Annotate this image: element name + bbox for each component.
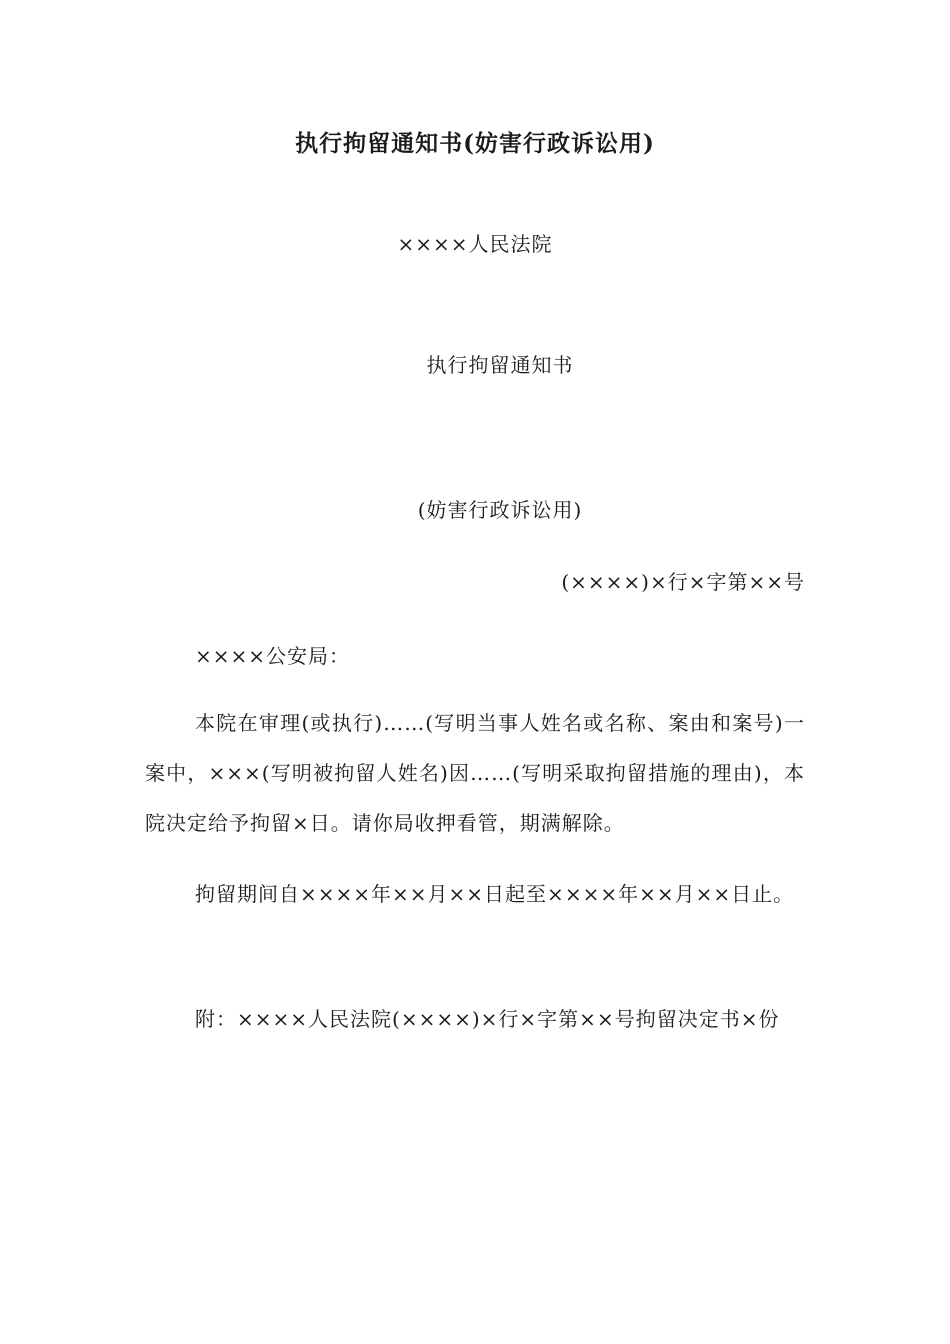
- case-number: (××××)×行×字第××号: [561, 570, 805, 594]
- body-paragraph-detention-period: 拘留期间自××××年××月××日起至××××年××月××日止。: [195, 882, 795, 906]
- document-usage-note: (妨害行政诉讼用): [417, 498, 583, 522]
- body-paragraph-detention-decision: 本院在审理(或执行)……(写明当事人姓名或名称、案由和案号)一案中，×××(写明被拘留人姓名)因……(写明采取拘留措施的理由)，本院决定给予拘留×日。请你局收押看管，期满解除。: [145, 711, 805, 835]
- document-subtitle: 执行拘留通知书: [426, 353, 574, 377]
- court-name: ××××人民法院: [397, 232, 553, 256]
- document-title: 执行拘留通知书(妨害行政诉讼用): [295, 130, 655, 157]
- body-paragraph-attachment: 附：××××人民法院(××××)×行×字第××号拘留决定书×份: [195, 1007, 780, 1031]
- recipient: ××××公安局：: [195, 644, 351, 668]
